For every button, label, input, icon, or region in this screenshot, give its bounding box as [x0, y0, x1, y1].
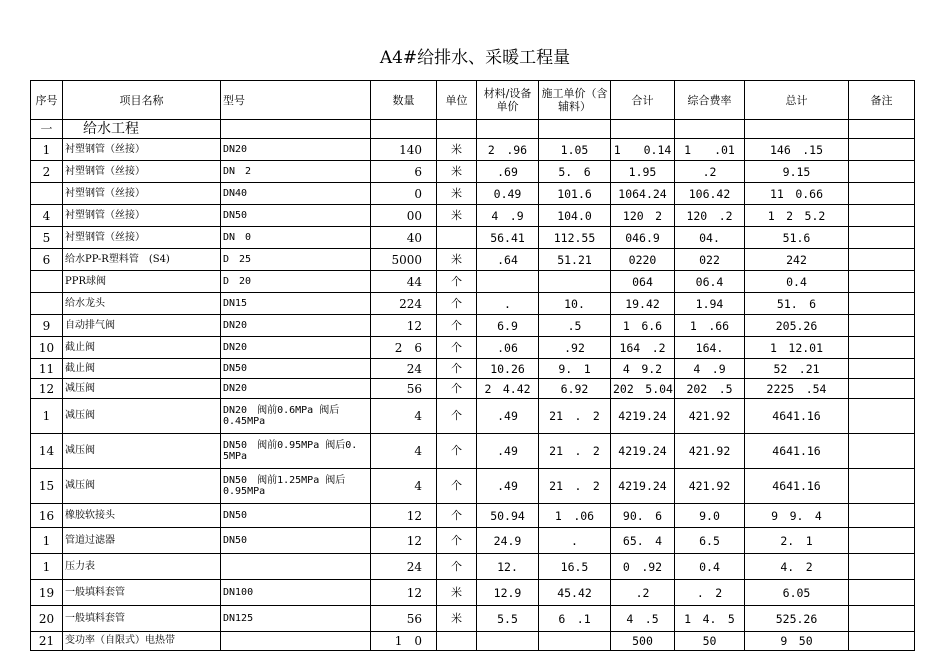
header-install-price: 施工单价（含辅料）: [539, 81, 611, 120]
row-item-name: 橡胶软接头: [63, 504, 221, 528]
empty-cell: [611, 120, 675, 139]
row-material-price: 12.: [477, 554, 539, 580]
row-quantity: 12: [371, 528, 437, 554]
row-subtotal: 65. 4: [611, 528, 675, 554]
row-item-name: 衬塑钢管（丝接）: [63, 205, 221, 227]
row-remark: [849, 632, 915, 651]
header-fee: 综合费率: [675, 81, 745, 120]
row-install-price: .: [539, 528, 611, 554]
row-fee: . 2: [675, 580, 745, 606]
header-subtotal: 合计: [611, 81, 675, 120]
row-fee: 421.92: [675, 399, 745, 434]
row-model: DN 0: [221, 227, 371, 249]
row-quantity: 12: [371, 315, 437, 337]
table-row: [31, 359, 915, 379]
row-total: 4641.16: [745, 469, 849, 504]
empty-cell: [745, 120, 849, 139]
row-subtotal: 120 2: [611, 205, 675, 227]
row-no: 12: [31, 379, 63, 399]
row-subtotal: 046.9: [611, 227, 675, 249]
row-model: DN50: [221, 504, 371, 528]
table-row: [31, 227, 915, 249]
row-material-price: .49: [477, 469, 539, 504]
header-unit: 单位: [437, 81, 477, 120]
row-fee: 6.5: [675, 528, 745, 554]
row-install-price: 16.5: [539, 554, 611, 580]
row-remark: [849, 379, 915, 399]
row-fee: 164.: [675, 337, 745, 359]
table-row: [31, 271, 915, 293]
group-no: 一: [31, 120, 63, 139]
row-subtotal: 4219.24: [611, 469, 675, 504]
row-material-price: 5.5: [477, 606, 539, 632]
row-total: 9.15: [745, 161, 849, 183]
row-quantity: 6: [371, 161, 437, 183]
header-qty: 数量: [371, 81, 437, 120]
row-subtotal: 202 5.04: [611, 379, 675, 399]
row-material-price: .69: [477, 161, 539, 183]
row-unit: 个: [437, 293, 477, 315]
row-fee: 06.4: [675, 271, 745, 293]
row-total: 4641.16: [745, 434, 849, 469]
row-no: [31, 183, 63, 205]
row-item-name: 减压阀: [63, 399, 221, 434]
row-model: DN50 阀前0.95MPa 阀后0. 5MPa: [221, 434, 371, 469]
row-material-price: 12.9: [477, 580, 539, 606]
row-model: DN50 阀前1.25MPa 阀后0.95MPa: [221, 469, 371, 504]
row-subtotal: 4 .5: [611, 606, 675, 632]
row-item-name: 截止阀: [63, 337, 221, 359]
row-total: 4641.16: [745, 399, 849, 434]
row-item-name: 衬塑钢管（丝接）: [63, 139, 221, 161]
row-unit: 米: [437, 183, 477, 205]
row-no: 1: [31, 139, 63, 161]
row-material-price: [477, 632, 539, 651]
row-no: [31, 271, 63, 293]
row-total: 1 12.01: [745, 337, 849, 359]
empty-cell: [437, 120, 477, 139]
row-subtotal: 064: [611, 271, 675, 293]
row-fee: 022: [675, 249, 745, 271]
row-fee: 202 .5: [675, 379, 745, 399]
row-remark: [849, 359, 915, 379]
row-quantity: 00: [371, 205, 437, 227]
row-total: 51. 6: [745, 293, 849, 315]
table-row: [31, 554, 915, 580]
row-material-price: 0.49: [477, 183, 539, 205]
empty-cell: [477, 120, 539, 139]
row-no: 15: [31, 469, 63, 504]
row-material-price: 6.9: [477, 315, 539, 337]
row-unit: 个: [437, 271, 477, 293]
row-fee: 1 .66: [675, 315, 745, 337]
row-quantity: 44: [371, 271, 437, 293]
group-row: [31, 120, 915, 139]
table-row: [31, 337, 915, 359]
row-total: 205.26: [745, 315, 849, 337]
table-row: [31, 183, 915, 205]
group-name: 给水工程: [63, 120, 221, 139]
row-subtotal: 0 .92: [611, 554, 675, 580]
row-total: 9 50: [745, 632, 849, 651]
row-model: DN125: [221, 606, 371, 632]
row-subtotal: 4219.24: [611, 399, 675, 434]
row-quantity: 12: [371, 504, 437, 528]
row-install-price: 45.42: [539, 580, 611, 606]
row-remark: [849, 399, 915, 434]
row-no: 4: [31, 205, 63, 227]
row-subtotal: 4 9.2: [611, 359, 675, 379]
row-fee: 9.0: [675, 504, 745, 528]
header-total: 总计: [745, 81, 849, 120]
table-row: [31, 139, 915, 161]
row-subtotal: 0220: [611, 249, 675, 271]
row-item-name: 自动排气阀: [63, 315, 221, 337]
header-remark: 备注: [849, 81, 915, 120]
row-total: 1 2 5.2: [745, 205, 849, 227]
row-no: 11: [31, 359, 63, 379]
row-install-price: 1.05: [539, 139, 611, 161]
table-row: [31, 205, 915, 227]
row-item-name: 变功率（自限式）电热带: [63, 632, 221, 651]
row-quantity: 4: [371, 434, 437, 469]
row-material-price: 10.26: [477, 359, 539, 379]
table-row: [31, 249, 915, 271]
row-quantity: 224: [371, 293, 437, 315]
table-row: [31, 469, 915, 504]
row-material-price: .64: [477, 249, 539, 271]
row-total: 52 .21: [745, 359, 849, 379]
row-item-name: 减压阀: [63, 469, 221, 504]
row-total: 51.6: [745, 227, 849, 249]
row-remark: [849, 337, 915, 359]
header-model: 型号: [221, 81, 371, 120]
row-remark: [849, 249, 915, 271]
row-total: 525.26: [745, 606, 849, 632]
row-remark: [849, 183, 915, 205]
row-remark: [849, 161, 915, 183]
row-install-price: 6 .1: [539, 606, 611, 632]
row-material-price: 2 .96: [477, 139, 539, 161]
row-no: 14: [31, 434, 63, 469]
row-remark: [849, 554, 915, 580]
row-fee: 1.94: [675, 293, 745, 315]
table-row: [31, 293, 915, 315]
table-row: [31, 504, 915, 528]
row-install-price: 21 . 2: [539, 469, 611, 504]
row-install-price: 112.55: [539, 227, 611, 249]
header-no: 序号: [31, 81, 63, 120]
row-no: 1: [31, 554, 63, 580]
row-subtotal: .2: [611, 580, 675, 606]
row-remark: [849, 315, 915, 337]
row-quantity: 4: [371, 469, 437, 504]
row-fee: 1 .01: [675, 139, 745, 161]
row-no: 16: [31, 504, 63, 528]
row-item-name: 衬塑钢管（丝接）: [63, 227, 221, 249]
table-row: [31, 161, 915, 183]
row-unit: 个: [437, 554, 477, 580]
row-install-price: 21 . 2: [539, 434, 611, 469]
row-fee: 1 4. 5: [675, 606, 745, 632]
row-total: 2225 .54: [745, 379, 849, 399]
row-item-name: 管道过滤器: [63, 528, 221, 554]
row-unit: 个: [437, 469, 477, 504]
row-item-name: 截止阀: [63, 359, 221, 379]
row-fee: 106.42: [675, 183, 745, 205]
row-remark: [849, 469, 915, 504]
row-total: 11 0.66: [745, 183, 849, 205]
row-install-price: 9. 1: [539, 359, 611, 379]
row-subtotal: 1064.24: [611, 183, 675, 205]
row-total: 2. 1: [745, 528, 849, 554]
row-unit: 个: [437, 359, 477, 379]
row-unit: 个: [437, 504, 477, 528]
row-item-name: 减压阀: [63, 379, 221, 399]
empty-cell: [221, 120, 371, 139]
row-fee: 4 .9: [675, 359, 745, 379]
row-model: DN20: [221, 337, 371, 359]
row-material-price: 50.94: [477, 504, 539, 528]
row-install-price: 51.21: [539, 249, 611, 271]
row-unit: 米: [437, 205, 477, 227]
row-total: 9 9. 4: [745, 504, 849, 528]
row-quantity: 5000: [371, 249, 437, 271]
header-name: 项目名称: [63, 81, 221, 120]
row-material-price: .: [477, 293, 539, 315]
row-install-price: 101.6: [539, 183, 611, 205]
row-quantity: 2 6: [371, 337, 437, 359]
document-title: A4#给排水、采暖工程量: [379, 48, 571, 68]
row-fee: 421.92: [675, 469, 745, 504]
row-no: 9: [31, 315, 63, 337]
row-quantity: 1 0: [371, 632, 437, 651]
row-model: DN20: [221, 379, 371, 399]
row-unit: 个: [437, 399, 477, 434]
row-subtotal: 19.42: [611, 293, 675, 315]
row-item-name: 给水龙头: [63, 293, 221, 315]
row-quantity: 24: [371, 554, 437, 580]
quantity-table: [30, 80, 915, 651]
empty-cell: [849, 120, 915, 139]
table-row: [31, 315, 915, 337]
row-subtotal: 4219.24: [611, 434, 675, 469]
row-unit: 米: [437, 580, 477, 606]
row-fee: .2: [675, 161, 745, 183]
row-install-price: .5: [539, 315, 611, 337]
row-fee: 04.: [675, 227, 745, 249]
table-row: [31, 632, 915, 651]
row-fee: 0.4: [675, 554, 745, 580]
row-model: D 25: [221, 249, 371, 271]
row-no: 20: [31, 606, 63, 632]
row-quantity: 40: [371, 227, 437, 249]
row-remark: [849, 205, 915, 227]
row-material-price: .06: [477, 337, 539, 359]
row-model: DN20: [221, 315, 371, 337]
row-item-name: 衬塑钢管（丝接）: [63, 183, 221, 205]
row-unit: 个: [437, 379, 477, 399]
row-material-price: 56.41: [477, 227, 539, 249]
row-total: 6.05: [745, 580, 849, 606]
row-total: 0.4: [745, 271, 849, 293]
row-unit: [437, 227, 477, 249]
row-model: DN50: [221, 205, 371, 227]
row-model: DN15: [221, 293, 371, 315]
row-model: DN100: [221, 580, 371, 606]
empty-cell: [539, 120, 611, 139]
row-install-price: 104.0: [539, 205, 611, 227]
row-no: 5: [31, 227, 63, 249]
row-total: 242: [745, 249, 849, 271]
row-remark: [849, 139, 915, 161]
table-row: [31, 399, 915, 434]
row-no: 2: [31, 161, 63, 183]
row-model: DN 2: [221, 161, 371, 183]
row-model: [221, 632, 371, 651]
row-quantity: 24: [371, 359, 437, 379]
row-unit: 个: [437, 337, 477, 359]
row-item-name: 一般填料套管: [63, 606, 221, 632]
empty-cell: [675, 120, 745, 139]
row-install-price: 1 .06: [539, 504, 611, 528]
row-item-name: 衬塑钢管（丝接）: [63, 161, 221, 183]
row-model: DN40: [221, 183, 371, 205]
row-no: [31, 293, 63, 315]
row-unit: 米: [437, 249, 477, 271]
table-row: [31, 580, 915, 606]
row-unit: 个: [437, 528, 477, 554]
row-quantity: 0: [371, 183, 437, 205]
row-fee: 120 .2: [675, 205, 745, 227]
row-fee: 421.92: [675, 434, 745, 469]
row-fee: 50: [675, 632, 745, 651]
row-install-price: 10.: [539, 293, 611, 315]
table-row: [31, 606, 915, 632]
header-material-price: 材料/设备单价: [477, 81, 539, 120]
row-no: 21: [31, 632, 63, 651]
row-model: DN20: [221, 139, 371, 161]
row-remark: [849, 580, 915, 606]
row-unit: 个: [437, 315, 477, 337]
row-material-price: [477, 271, 539, 293]
row-quantity: 12: [371, 580, 437, 606]
row-no: 10: [31, 337, 63, 359]
row-model: DN20 阀前0.6MPa 阀后0.45MPa: [221, 399, 371, 434]
row-unit: [437, 632, 477, 651]
row-total: 146 .15: [745, 139, 849, 161]
row-model: DN50: [221, 359, 371, 379]
row-install-price: 5. 6: [539, 161, 611, 183]
row-item-name: 给水PP-R塑料管 (S4): [63, 249, 221, 271]
row-model: D 20: [221, 271, 371, 293]
empty-cell: [371, 120, 437, 139]
row-quantity: 4: [371, 399, 437, 434]
row-subtotal: 90. 6: [611, 504, 675, 528]
row-item-name: 减压阀: [63, 434, 221, 469]
row-model: [221, 554, 371, 580]
table-row: [31, 528, 915, 554]
row-no: 1: [31, 399, 63, 434]
table-row: [31, 379, 915, 399]
row-remark: [849, 528, 915, 554]
row-remark: [849, 227, 915, 249]
row-item-name: 一般填料套管: [63, 580, 221, 606]
row-install-price: .92: [539, 337, 611, 359]
row-material-price: 4 .9: [477, 205, 539, 227]
row-install-price: 21 . 2: [539, 399, 611, 434]
row-total: 4. 2: [745, 554, 849, 580]
row-unit: 个: [437, 434, 477, 469]
row-quantity: 56: [371, 606, 437, 632]
row-material-price: 2 4.42: [477, 379, 539, 399]
row-install-price: 6.92: [539, 379, 611, 399]
row-unit: 米: [437, 139, 477, 161]
row-remark: [849, 271, 915, 293]
table-header-row: [31, 81, 915, 120]
row-remark: [849, 504, 915, 528]
row-install-price: [539, 632, 611, 651]
row-material-price: .49: [477, 434, 539, 469]
row-unit: 米: [437, 161, 477, 183]
row-remark: [849, 293, 915, 315]
row-no: 1: [31, 528, 63, 554]
row-quantity: 56: [371, 379, 437, 399]
row-material-price: .49: [477, 399, 539, 434]
row-subtotal: 1.95: [611, 161, 675, 183]
row-no: 19: [31, 580, 63, 606]
row-item-name: 压力表: [63, 554, 221, 580]
row-install-price: [539, 271, 611, 293]
row-material-price: 24.9: [477, 528, 539, 554]
row-subtotal: 1 6.6: [611, 315, 675, 337]
row-item-name: PPR球阀: [63, 271, 221, 293]
row-quantity: 140: [371, 139, 437, 161]
row-subtotal: 164 .2: [611, 337, 675, 359]
table-row: [31, 434, 915, 469]
row-unit: 米: [437, 606, 477, 632]
row-no: 6: [31, 249, 63, 271]
row-remark: [849, 606, 915, 632]
row-subtotal: 500: [611, 632, 675, 651]
row-subtotal: 1 0.14: [611, 139, 675, 161]
row-model: DN50: [221, 528, 371, 554]
row-remark: [849, 434, 915, 469]
